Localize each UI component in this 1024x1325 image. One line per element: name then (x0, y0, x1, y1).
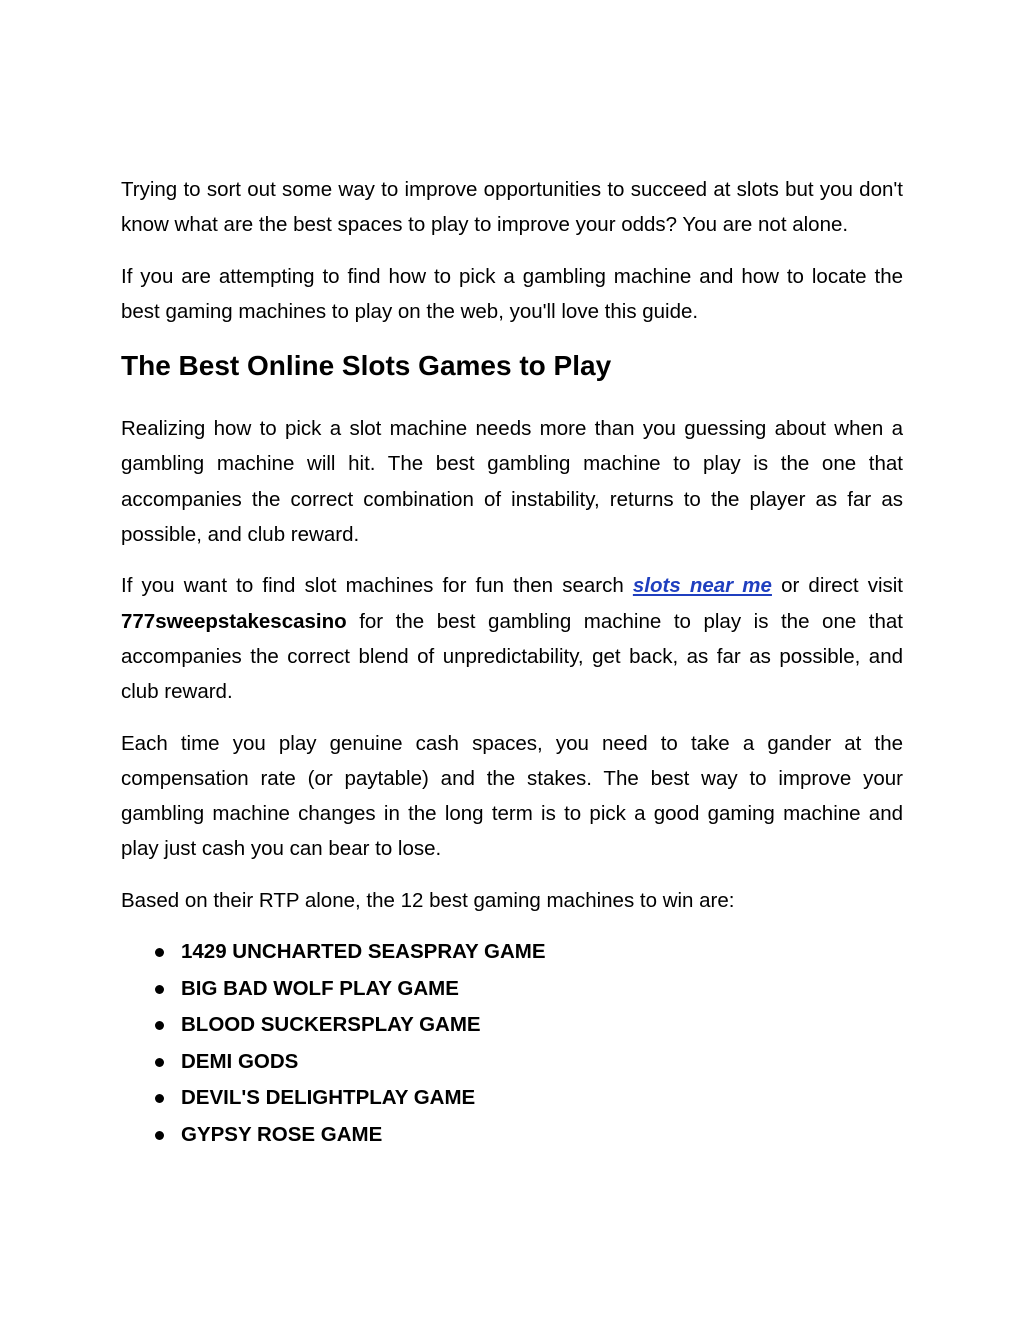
game-name: 1429 UNCHARTED SEASPRAY GAME (181, 940, 546, 964)
search-paragraph-text-middle: or direct visit (771, 574, 904, 598)
slots-near-me-link[interactable]: slots near me (632, 574, 772, 598)
game-name: BIG BAD WOLF PLAY GAME (181, 976, 459, 1000)
game-name: DEVIL'S DELIGHTPLAY GAME (181, 1086, 476, 1110)
rtp-intro-paragraph: Based on their RTP alone, the 12 best gaming machines to win are: (121, 888, 735, 912)
bullet-icon (155, 1021, 164, 1030)
game-name: DEMI GODS (181, 1049, 299, 1073)
list-item (121, 1080, 903, 1117)
slot-choice-paragraph: Realizing how to pick a slot machine needs more than you guessing about when a gambling machine will hit. The best gambling machine to play is the one that accompanies the correct combination of instability, returns to the player as far as possible, and club reward. (121, 417, 903, 547)
bullet-icon (155, 1131, 164, 1140)
list-item (121, 1117, 903, 1154)
intro-paragraph: Trying to sort out some way to improve opportunities to succeed at slots but you don't know what are the best spaces to play to improve your odds? You are not alone. (121, 178, 903, 237)
guide-paragraph: If you are attempting to find how to pick a gambling machine and how to locate the best gaming machines to play on the web, you'll love this guide. (121, 264, 903, 323)
list-item (121, 971, 903, 1008)
list-item (121, 934, 903, 971)
bullet-icon (155, 985, 164, 994)
game-name: BLOOD SUCKERSPLAY GAME (181, 1013, 481, 1037)
game-name: GYPSY ROSE GAME (181, 1123, 383, 1147)
search-paragraph (121, 568, 903, 709)
bullet-icon (155, 1058, 164, 1067)
bullet-icon (155, 948, 164, 957)
document-page (121, 172, 903, 1154)
list-item (121, 1044, 903, 1081)
casino-brand-name: 777sweepstakescasino (121, 609, 347, 633)
bullet-icon (155, 1094, 164, 1103)
search-paragraph-text-start: If you want to find slot machines for fun then search (121, 574, 633, 598)
section-heading: The Best Online Slots Games to Play (121, 350, 612, 382)
list-item (121, 1007, 903, 1044)
games-list (121, 934, 903, 1154)
search-paragraph-text-end: for the best gambling machine to play is the one that accompanies the correct blend of unpredictability, get back, as far as possible, and club reward. (121, 609, 903, 704)
cash-play-paragraph: Each time you play genuine cash spaces, you need to take a gander at the compensation rate (or paytable) and the stakes. The best way to improve your gambling machine changes in the long term is to pick a good gaming machine and play just cash you can bear to lose. (121, 731, 903, 861)
